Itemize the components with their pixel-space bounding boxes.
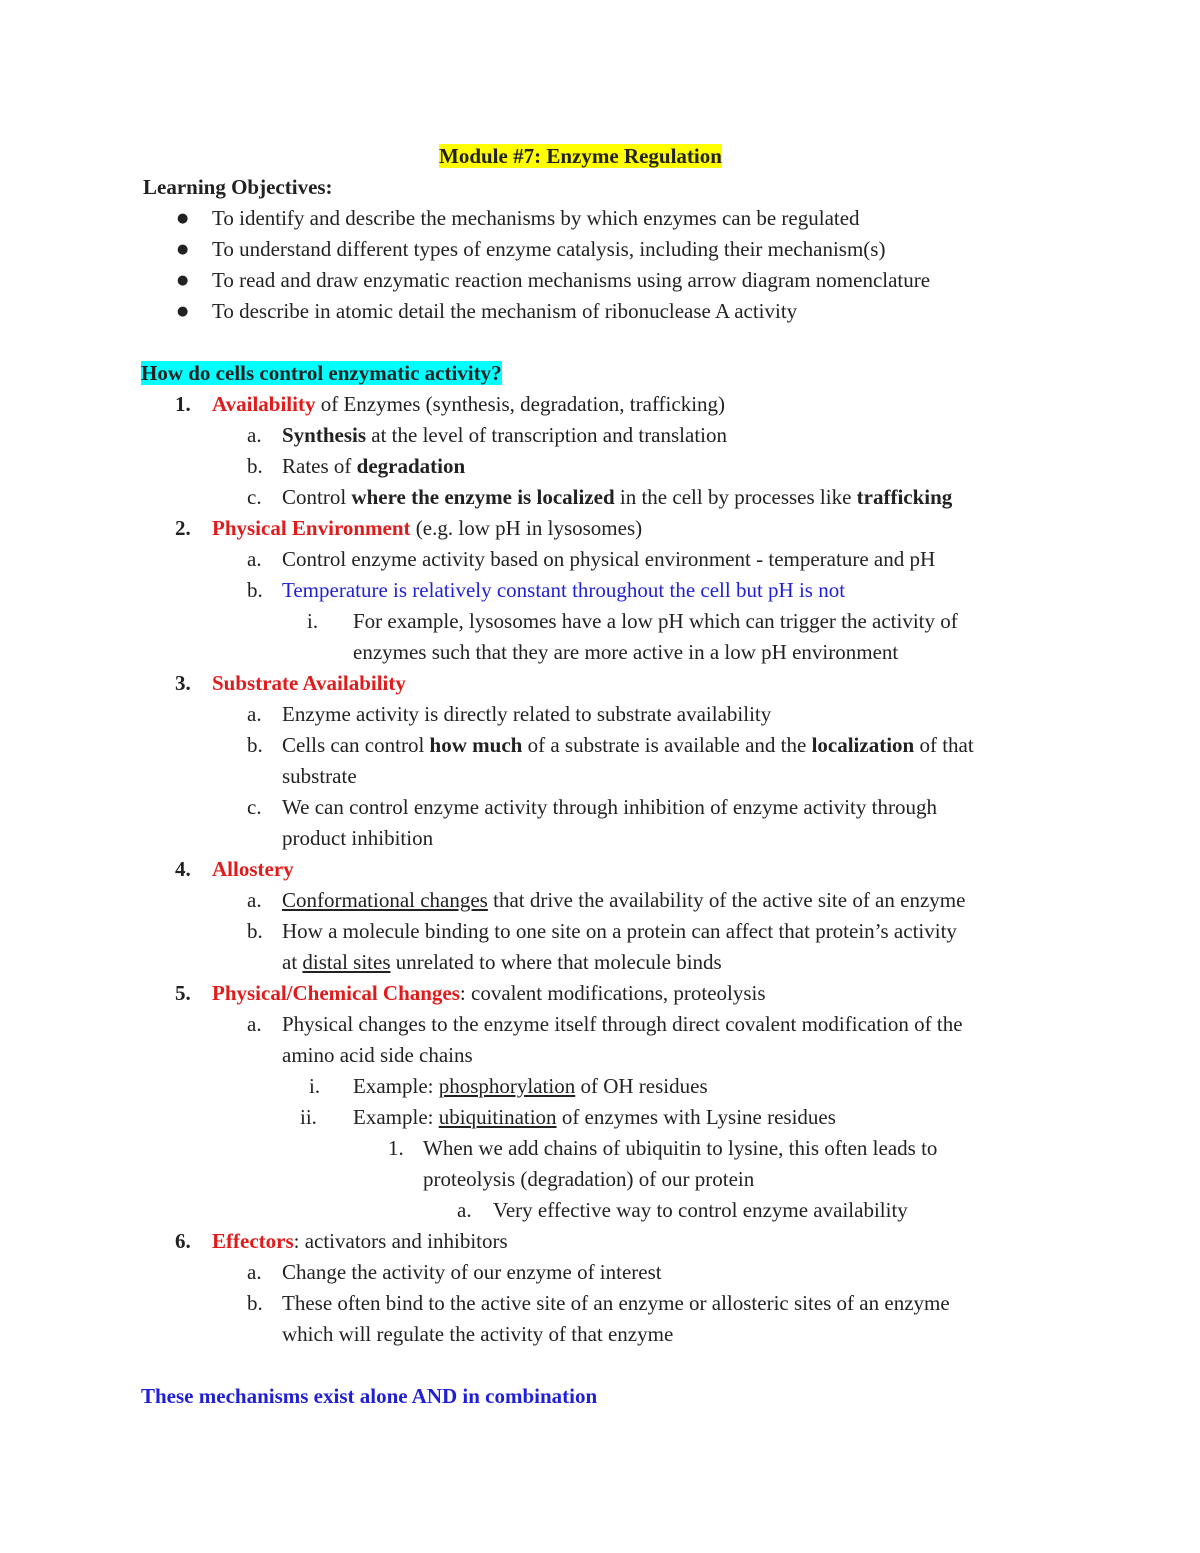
text: of a substrate is available and the: [522, 733, 812, 757]
list-number: 6.: [175, 1229, 191, 1253]
list-item: [210, 668, 408, 699]
sub-marker: a.: [247, 702, 262, 726]
bold-text: where the enzyme is localized: [351, 485, 615, 509]
list-text: of Enzymes (synthesis, degradation, trafficking): [315, 392, 726, 416]
list-item: [210, 854, 296, 885]
sub-marker: b.: [247, 1291, 263, 1315]
list-text: : activators and inhibitors: [293, 1229, 508, 1253]
text: unrelated to where that molecule binds: [390, 950, 722, 974]
list-number: 1.: [175, 392, 191, 416]
sub-item: When we add chains of ubiquitin to lysine, this often leads to: [423, 1136, 938, 1160]
text: of OH residues: [575, 1074, 708, 1098]
sub-item: Enzyme activity is directly related to substrate availability: [282, 702, 772, 726]
sub-marker: 1.: [388, 1136, 404, 1160]
list-item: [210, 389, 727, 420]
sub-item-continued: product inhibition: [282, 826, 434, 850]
sub-marker: a.: [457, 1198, 472, 1222]
section-heading: [139, 358, 504, 389]
text: Example:: [353, 1105, 439, 1129]
sub-marker: a.: [247, 547, 262, 571]
list-number: 5.: [175, 981, 191, 1005]
underlined-text: phosphorylation: [438, 1074, 576, 1098]
sub-item-continued: [280, 947, 724, 978]
sub-item: [351, 1102, 838, 1133]
sub-marker: i.: [307, 609, 319, 633]
list-item: [210, 978, 768, 1009]
bold-text: Synthesis: [282, 423, 367, 447]
list-term: Physical Environment: [212, 516, 411, 540]
sub-marker: b.: [247, 454, 263, 478]
bullet-icon: ●: [177, 273, 189, 288]
bullet-icon: ●: [177, 242, 189, 257]
underlined-text: Conformational changes: [282, 888, 488, 912]
text: at: [282, 950, 303, 974]
list-number: 2.: [175, 516, 191, 540]
bold-text: how much: [429, 733, 523, 757]
sub-item: [280, 885, 967, 916]
sub-marker: c.: [247, 795, 262, 819]
list-text: (e.g. low pH in lysosomes): [410, 516, 643, 540]
text: Control: [282, 485, 352, 509]
bold-text: degradation: [356, 454, 466, 478]
sub-marker: b.: [247, 733, 263, 757]
sub-marker: b.: [247, 578, 263, 602]
sub-item: [351, 1071, 710, 1102]
sub-marker: a.: [247, 1260, 262, 1284]
objective-item: To identify and describe the mechanisms by which enzymes can be regulated: [212, 206, 860, 230]
sub-item: [280, 482, 954, 513]
text: of that: [914, 733, 974, 757]
sub-item-continued: proteolysis (degradation) of our protein: [423, 1167, 755, 1191]
sub-marker: a.: [247, 423, 262, 447]
text: Cells can control: [282, 733, 430, 757]
sub-item: Change the activity of our enzyme of interest: [282, 1260, 662, 1284]
sub-item-continued: which will regulate the activity of that enzyme: [282, 1322, 674, 1346]
list-term: Physical/Chemical Changes: [212, 981, 460, 1005]
sub-item-continued: amino acid side chains: [282, 1043, 473, 1067]
list-term: Substrate Availability: [212, 671, 406, 695]
list-term: Availability: [212, 392, 316, 416]
sub-marker: a.: [247, 888, 262, 912]
list-item: [210, 1226, 510, 1257]
sub-item: [280, 451, 467, 482]
sub-marker: c.: [247, 485, 262, 509]
sub-item: Control enzyme activity based on physical environment - temperature and pH: [282, 547, 936, 571]
sub-item: These often bind to the active site of an enzyme or allosteric sites of an enzyme: [282, 1291, 950, 1315]
list-number: 4.: [175, 857, 191, 881]
sub-item: Physical changes to the enzyme itself through direct covalent modification of the: [282, 1012, 963, 1036]
list-term: Effectors: [212, 1229, 294, 1253]
objective-item: To understand different types of enzyme catalysis, including their mechanism(s): [212, 237, 886, 261]
list-term: Allostery: [212, 857, 294, 881]
list-text: : covalent modifications, proteolysis: [459, 981, 766, 1005]
objectives-heading: Learning Objectives:: [143, 175, 333, 199]
sub-marker: b.: [247, 919, 263, 943]
text: of enzymes with Lysine residues: [556, 1105, 836, 1129]
sub-item: How a molecule binding to one site on a protein can affect that protein’s activity: [282, 919, 957, 943]
sub-marker: ii.: [300, 1105, 317, 1129]
objective-item: To describe in atomic detail the mechanism of ribonuclease A activity: [212, 299, 798, 323]
bullet-icon: ●: [177, 211, 189, 226]
closing-statement: These mechanisms exist alone AND in combination: [141, 1384, 598, 1408]
objective-item: To read and draw enzymatic reaction mechanisms using arrow diagram nomenclature: [212, 268, 931, 292]
section-heading-text: How do cells control enzymatic activity?: [141, 361, 502, 385]
sub-item: Temperature is relatively constant throughout the cell but pH is not: [282, 578, 846, 602]
sub-item: We can control enzyme activity through inhibition of enzyme activity through: [282, 795, 937, 819]
underlined-text: distal sites: [302, 950, 391, 974]
sub-marker: a.: [247, 1012, 262, 1036]
bold-text: localization: [811, 733, 915, 757]
bullet-icon: ●: [177, 304, 189, 319]
sub-item: For example, lysosomes have a low pH which can trigger the activity of: [353, 609, 958, 633]
text: Example:: [353, 1074, 439, 1098]
sub-item-continued: substrate: [282, 764, 357, 788]
list-number: 3.: [175, 671, 191, 695]
sub-item: [280, 420, 729, 451]
page-title: [437, 141, 724, 172]
text: at the level of transcription and translation: [366, 423, 727, 447]
sub-marker: i.: [309, 1074, 321, 1098]
sub-item-continued: enzymes such that they are more active in a low pH environment: [353, 640, 899, 664]
sub-item: Very effective way to control enzyme availability: [493, 1198, 908, 1222]
bold-text: trafficking: [856, 485, 953, 509]
text: in the cell by processes like: [614, 485, 857, 509]
text: that drive the availability of the active site of an enzyme: [487, 888, 966, 912]
underlined-text: ubiquitination: [438, 1105, 557, 1129]
sub-item: [280, 730, 976, 761]
text: Rates of: [282, 454, 357, 478]
title-text: Module #7: Enzyme Regulation: [439, 144, 722, 168]
list-item: [210, 513, 644, 544]
